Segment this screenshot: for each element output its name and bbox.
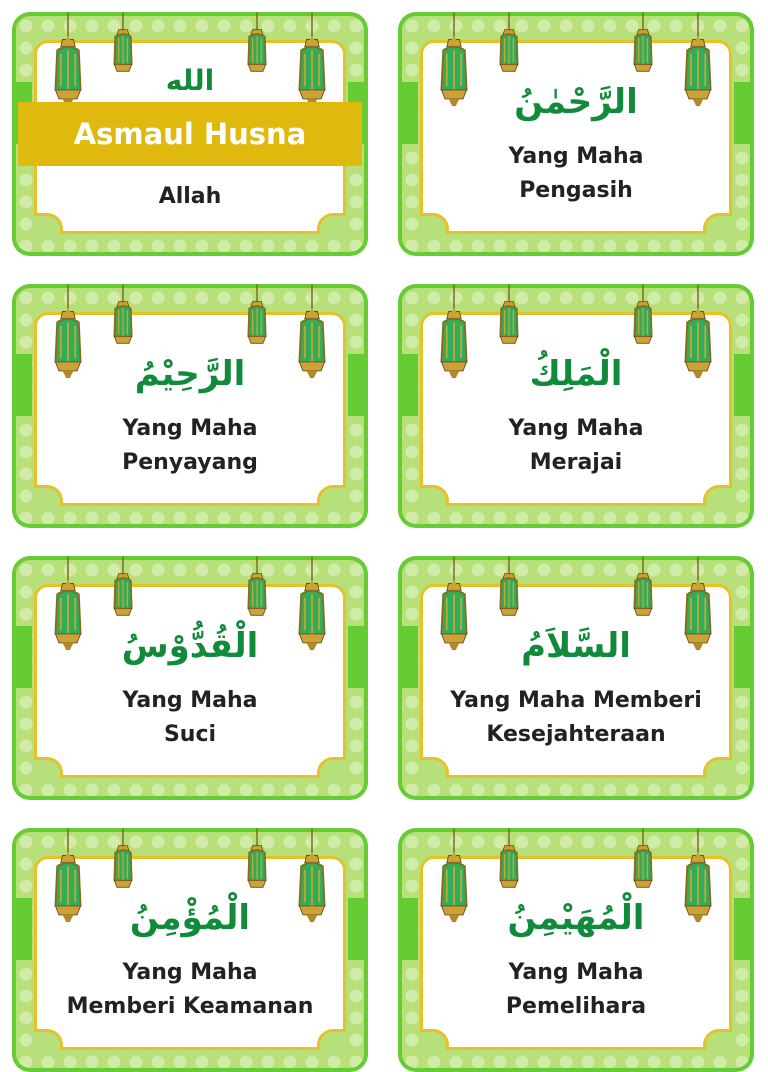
lantern-icon <box>244 556 270 626</box>
card-al-quddus <box>12 556 368 800</box>
lantern-icon <box>630 828 656 898</box>
meaning-text <box>398 956 754 1024</box>
meaning-text <box>398 412 754 480</box>
meaning-line-2: Merajai <box>529 450 623 475</box>
meaning-text <box>12 412 368 480</box>
card-ar-rahim <box>12 284 368 528</box>
meaning-text <box>398 684 754 752</box>
lantern-icon <box>496 556 522 626</box>
lantern-icon <box>50 12 86 112</box>
meaning-line-2: Memberi Keamanan <box>66 994 314 1019</box>
lantern-icon <box>244 284 270 354</box>
card-allah <box>12 12 368 256</box>
meaning-line-2: Pengasih <box>519 178 633 203</box>
arabic-name: السَّلاَمُ <box>521 626 631 666</box>
arabic-name: الْمُؤْمِنُ <box>129 898 251 938</box>
lantern-icon <box>294 12 330 112</box>
lantern-icon <box>496 12 522 82</box>
meaning-line-2: Kesejahteraan <box>486 722 666 747</box>
meaning-line-1: Yang Maha Memberi <box>450 688 702 713</box>
arabic-name: الْمُهَيْمِنُ <box>507 898 645 938</box>
lantern-icon <box>496 828 522 898</box>
meaning-line-1: Yang Maha <box>508 144 644 169</box>
lantern-icon <box>496 284 522 354</box>
lantern-icon <box>110 556 136 626</box>
meaning-line-2: Pemelihara <box>505 994 647 1019</box>
card-as-salam <box>398 556 754 800</box>
lantern-icon <box>630 556 656 626</box>
meaning-text <box>12 956 368 1024</box>
lantern-icon <box>630 284 656 354</box>
meaning-line-1: Yang Maha <box>508 960 644 985</box>
arabic-name: الرَّحْمٰنُ <box>514 82 638 122</box>
page-title: Asmaul Husna <box>73 117 307 151</box>
arabic-name: الرَّحِيْمُ <box>134 354 246 394</box>
meaning-line-2: Suci <box>163 722 217 747</box>
title-band <box>18 102 362 166</box>
meaning-line-1: Yang Maha <box>122 960 258 985</box>
meaning-line-2: Penyayang <box>122 450 258 475</box>
card-al-mumin <box>12 828 368 1072</box>
lantern-icon <box>110 284 136 354</box>
lantern-icon <box>244 828 270 898</box>
lantern-icon <box>110 828 136 898</box>
card-al-malik <box>398 284 754 528</box>
meaning-text <box>12 180 368 214</box>
lantern-icon <box>630 12 656 82</box>
meaning-text <box>398 140 754 208</box>
arabic-name: الله <box>165 64 215 97</box>
meaning-line-1: Yang Maha <box>122 688 258 713</box>
arabic-name: الْمَلِكُ <box>529 354 623 394</box>
arabic-name: الْقُدُّوْسُ <box>121 626 259 666</box>
meaning-line-1: Yang Maha <box>508 416 644 441</box>
meaning-line-1: Allah <box>158 184 222 209</box>
card-ar-rahman <box>398 12 754 256</box>
meaning-text <box>12 684 368 752</box>
card-al-muhaimin <box>398 828 754 1072</box>
meaning-line-1: Yang Maha <box>122 416 258 441</box>
